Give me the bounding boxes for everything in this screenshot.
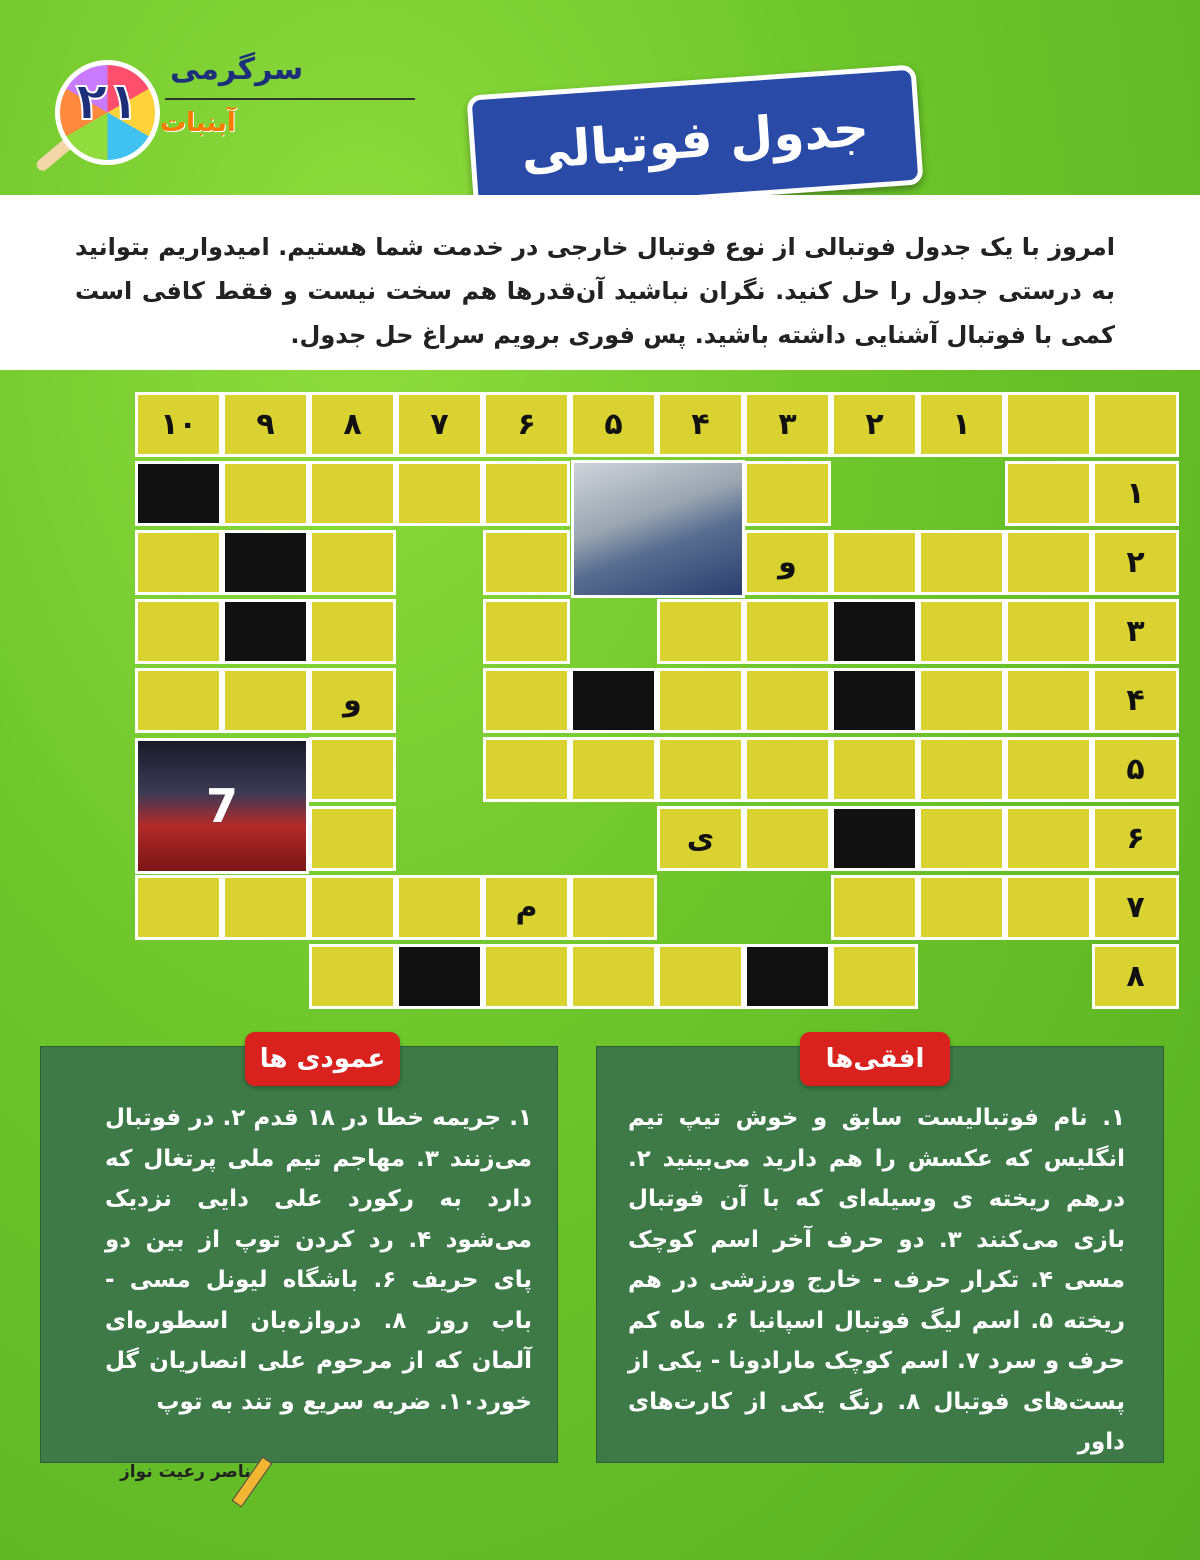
page-title: جدول فوتبالی <box>519 98 871 182</box>
row-number-cell[interactable]: ۷ <box>1092 875 1179 940</box>
black-cell <box>744 944 831 1009</box>
answer-cell[interactable] <box>744 806 831 871</box>
goalkeeper-photo <box>571 460 745 598</box>
black-cell <box>831 668 918 733</box>
answer-cell[interactable] <box>831 944 918 1009</box>
header-blank-cell[interactable] <box>1092 392 1179 457</box>
answer-cell[interactable] <box>309 599 396 664</box>
row-number-cell[interactable]: ۴ <box>1092 668 1179 733</box>
answer-cell[interactable] <box>1005 668 1092 733</box>
row-number-cell[interactable]: ۶ <box>1092 806 1179 871</box>
row-number-cell[interactable]: ۳ <box>1092 599 1179 664</box>
answer-cell[interactable] <box>918 530 1005 595</box>
answer-cell[interactable] <box>744 668 831 733</box>
section-title: سرگرمی <box>170 52 304 87</box>
column-number-cell[interactable]: ۳ <box>744 392 831 457</box>
magazine-logo: آبنبات <box>160 108 236 138</box>
answer-cell[interactable] <box>744 737 831 802</box>
answer-cell[interactable] <box>918 599 1005 664</box>
answer-cell[interactable] <box>570 875 657 940</box>
answer-cell[interactable] <box>918 737 1005 802</box>
answer-cell[interactable] <box>222 668 309 733</box>
column-number-cell[interactable]: ۷ <box>396 392 483 457</box>
black-cell <box>222 530 309 595</box>
author-name: ناصر رعیت نواز <box>120 1462 251 1482</box>
given-letter-cell[interactable]: ی <box>657 806 744 871</box>
column-number-cell[interactable]: ۴ <box>657 392 744 457</box>
column-number-cell[interactable]: ۱۰ <box>135 392 222 457</box>
answer-cell[interactable] <box>744 599 831 664</box>
answer-cell[interactable] <box>1005 737 1092 802</box>
answer-cell[interactable] <box>744 461 831 526</box>
column-number-cell[interactable]: ۱ <box>918 392 1005 457</box>
player-photo: 7 <box>135 738 309 874</box>
answer-cell[interactable] <box>483 461 570 526</box>
answer-cell[interactable] <box>483 668 570 733</box>
given-letter-cell[interactable]: و <box>744 530 831 595</box>
answer-cell[interactable] <box>135 599 222 664</box>
row-number-cell[interactable]: ۸ <box>1092 944 1179 1009</box>
black-cell <box>135 461 222 526</box>
column-number-cell[interactable]: ۹ <box>222 392 309 457</box>
black-cell <box>570 668 657 733</box>
answer-cell[interactable] <box>1005 530 1092 595</box>
column-number-cell[interactable]: ۵ <box>570 392 657 457</box>
black-cell <box>396 944 483 1009</box>
across-clues: ۱. نام فوتبالیست سابق و خوش تیپ تیم انگلیس که عکسش را هم دارید می‌بینید ۲. درهم ریخته ی وسیله‌ای که با آن فوتبال بازی می‌کنند ۳. دو حرف آخر اسم کوچک مسی ۴. تکرار حرف - خارج ورزشی در هم ریخته ۵. اسم لیگ فوتبال اسپانیا ۶. ماه کم حرف و سرد ۷. اسم کوچک مارادونا - یکی از پست‌های فوتبال ۸. رنگ یکی از کارت‌های داور <box>628 1105 1126 1455</box>
title-banner <box>466 64 923 215</box>
answer-cell[interactable] <box>483 737 570 802</box>
answer-cell[interactable] <box>483 599 570 664</box>
answer-cell[interactable] <box>1005 875 1092 940</box>
down-clues: ۱. جریمه خطا در ۱۸ قدم ۲. در فوتبال می‌زنند ۳. مهاجم تیم ملی پرتغال که دارد به رکورد علی دایی نزدیک می‌شود ۴. رد کردن توپ از بین دو پای حریف ۶. باشگاه لیونل مسی - باب روز ۸. دروازه‌بان اسطوره‌ای آلمان که از مرحوم علی انصاریان گل خورد۱۰. ضربه سریع و تند به توپ <box>105 1105 533 1415</box>
answer-cell[interactable] <box>831 530 918 595</box>
answer-cell[interactable] <box>309 875 396 940</box>
answer-cell[interactable] <box>1005 599 1092 664</box>
intro-text: امروز با یک جدول فوتبالی از نوع فوتبال خارجی در خدمت شما هستیم. امیدواریم بتوانید به درستی جدول را حل کنید. نگران نباشید آن‌قدرها هم سخت نیست و فقط کافی است کمی با فوتبال آشنایی داشته باشید. پس فوری برویم سراغ حل جدول. <box>75 233 1115 349</box>
header-rule <box>165 98 415 100</box>
answer-cell[interactable] <box>657 944 744 1009</box>
answer-cell[interactable] <box>309 530 396 595</box>
answer-cell[interactable] <box>657 737 744 802</box>
answer-cell[interactable] <box>135 668 222 733</box>
black-cell <box>831 599 918 664</box>
page-header <box>0 0 1200 195</box>
answer-cell[interactable] <box>309 461 396 526</box>
answer-cell[interactable] <box>309 944 396 1009</box>
answer-cell[interactable] <box>396 875 483 940</box>
answer-cell[interactable] <box>918 875 1005 940</box>
answer-cell[interactable] <box>135 875 222 940</box>
row-number-cell[interactable]: ۵ <box>1092 737 1179 802</box>
answer-cell[interactable] <box>483 530 570 595</box>
row-number-cell[interactable]: ۱ <box>1092 461 1179 526</box>
answer-cell[interactable] <box>1005 461 1092 526</box>
answer-cell[interactable] <box>831 875 918 940</box>
answer-cell[interactable] <box>918 668 1005 733</box>
answer-cell[interactable] <box>831 737 918 802</box>
answer-cell[interactable] <box>1005 806 1092 871</box>
answer-cell[interactable] <box>918 806 1005 871</box>
answer-cell[interactable] <box>135 530 222 595</box>
answer-cell[interactable] <box>309 737 396 802</box>
answer-cell[interactable] <box>222 875 309 940</box>
column-number-cell[interactable]: ۸ <box>309 392 396 457</box>
black-cell <box>222 599 309 664</box>
answer-cell[interactable] <box>657 599 744 664</box>
given-letter-cell[interactable]: م <box>483 875 570 940</box>
black-cell <box>831 806 918 871</box>
answer-cell[interactable] <box>570 737 657 802</box>
given-letter-cell[interactable]: و <box>309 668 396 733</box>
answer-cell[interactable] <box>222 461 309 526</box>
column-number-cell[interactable]: ۲ <box>831 392 918 457</box>
issue-number: ۲۱ <box>75 72 140 132</box>
answer-cell[interactable] <box>483 944 570 1009</box>
row-number-cell[interactable]: ۲ <box>1092 530 1179 595</box>
down-title: عمودی ها <box>245 1032 400 1086</box>
answer-cell[interactable] <box>657 668 744 733</box>
answer-cell[interactable] <box>570 944 657 1009</box>
answer-cell[interactable] <box>396 461 483 526</box>
across-title: افقی‌ها <box>800 1032 950 1086</box>
intro-box <box>0 195 1200 370</box>
header-blank-cell[interactable] <box>1005 392 1092 457</box>
answer-cell[interactable] <box>309 806 396 871</box>
column-number-cell[interactable]: ۶ <box>483 392 570 457</box>
